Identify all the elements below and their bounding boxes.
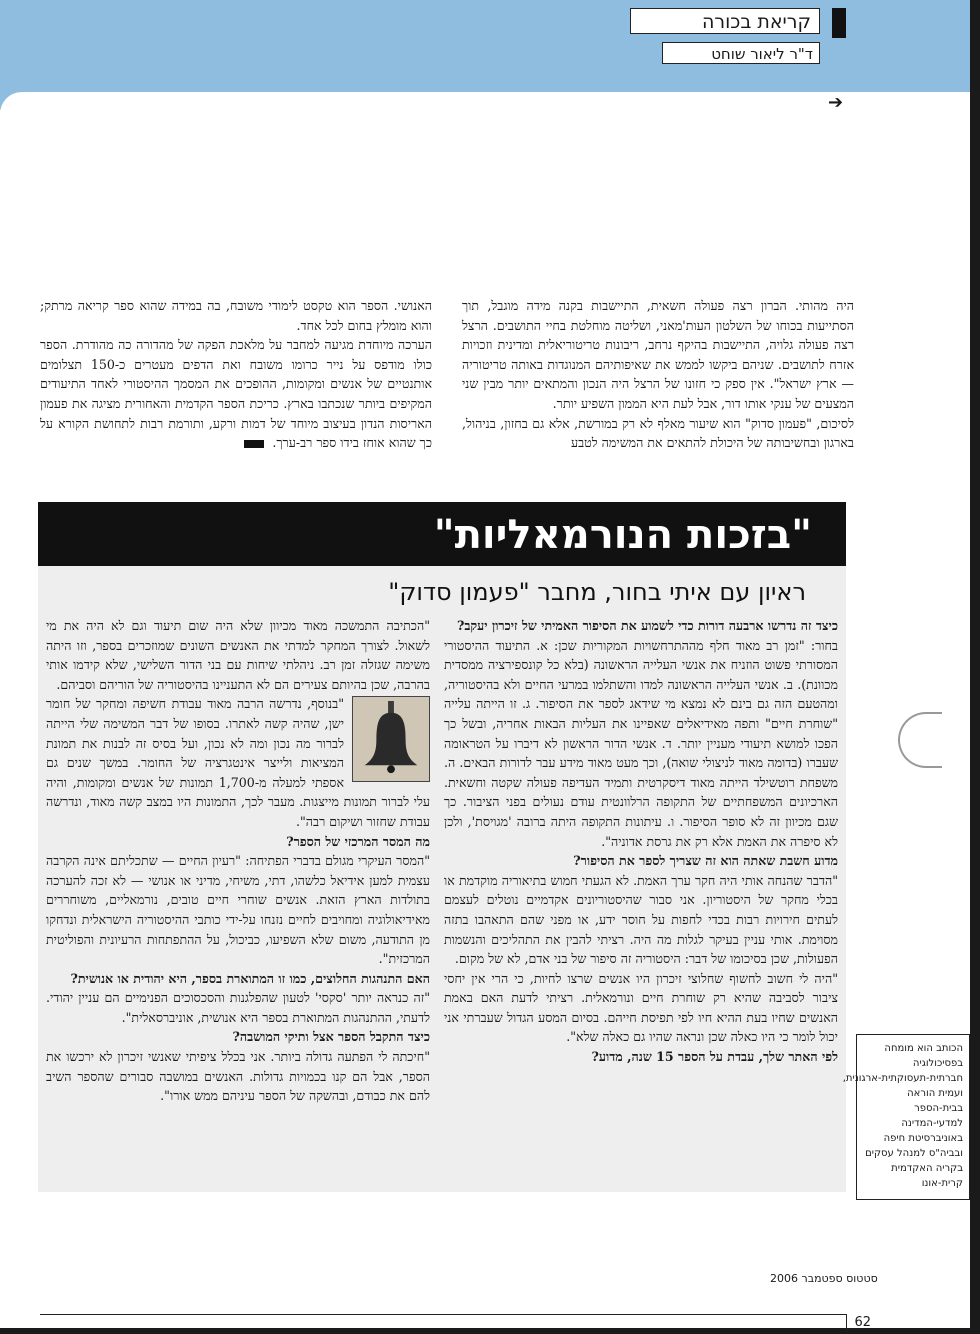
page-number: 62 <box>846 1314 871 1332</box>
interview-answer: "הדבר שהנחה אותי היה חקר ערך האמת. לא הגעתי חמוש בתיאוריה מוקדמת או בכלי מחקר של היסטוריון. אני סבור שהיסטוריונים אקדמיים נוטלים לעצמם לעתים חירויות רבות בכדי לחפות על חוסר ידע, או מפני שהם התאהבו בתזה מסוימת. אותי עניין בעיקר לגלות מה היה. רציתי להבין את התהליכים והנשמות הפעולות, שכן בסיכומו של דבר: היסטוריה זה סיפור של בני אדם, לא של מקום. <box>444 872 838 967</box>
interview-answer: "חיכתה לי הפתעה גדולה ביותר. אני בכלל ציפיתי שאנשי זיכרון לא ירכשו את הספר, אבל הם קנו בכמויות גדולות. האנשים במושבה סבורים שהספר השיב להם את כבודם, ובהשקה של הספר עיניהם ממש אורו". <box>46 1049 430 1104</box>
interview-answer: "הכתיבה התמשכה מאוד מכיוון שלא היה שום תיעוד וגם לא היה את מי לשאול. לצורך המחקר למדתי את האנשים השונים שמוזכרים בספר, וזו היתה משימה שגזלה זמן רב. ניהלתי שיחות עם בני הדור השלישי, שלא קידמו אותי בהרבה, שכן בהיותם צעירים הם לא התעניינו בהיסטוריה של הוריהם וסביהם. <box>46 618 430 692</box>
intro-column-right <box>462 296 854 484</box>
interview-column-left <box>46 616 430 1186</box>
interview-answer: "זה כנראה יותר 'סקסי' לטעון שהפלגנות והסכסוכים הפנימיים הם עניין יהודי. לדעתי, ההתנהגות המתוארת בספר היא אנושית, אוניברסאלית". <box>46 990 430 1025</box>
end-of-article-mark <box>244 440 264 448</box>
interview-answer: "המסר העיקרי מגולם בדברי הפתיחה: "רעיון החיים — שתכליתם אינה הקרבה עצמית למען אידיאל כלשהו, דתי, משיחי, מדיני או אנושי — לא זכה להערכה בתולדות הארץ הזאת. אנשים שוחרי חיים טובים, נורמאליים, משוחררים מאידיאולוגיה ומחויבים לחיים נזנחו על-ידי כותבי ההיסטוריה הישראלית ונדחקו מן התודעה, משום שלא השפיעו, כביכול, על ההתפתחות הרעיונית והפוליטית המרכזית". <box>46 853 430 967</box>
footer-publication: סטטוס ספטמבר 2006 <box>770 1272 878 1285</box>
paragraph: לסיכום, "פעמון סדוק" הוא שיעור מאלף לא רק במורשת, אלא גם בחזון, בניהול, בארגון ובחשיבותה של היכולת להתאים את המשימה לטבע <box>462 415 854 451</box>
interview-question: כיצד זה נדרשו ארבעה דורות כדי לשמוע את הסיפור האמיתי של זיכרון יעקב? <box>456 618 838 633</box>
author-bio: הכותב הוא מומחה בפסיכולוגיה חברתית-תעסוקתית-ארגונית, ועמית הוראה בבית-הספר למדעי-המדינה באוניברסיטת חיפה ובביה"ס למנהל עסקים בקריה האקדמית קרית-אונו <box>856 1034 970 1200</box>
interview-question: כיצד התקבל הספר אצל ותיקי המושבה? <box>232 1029 430 1045</box>
scan-edge-right <box>970 0 980 1334</box>
interview-title: "בזכות הנורמאליות" <box>433 512 812 558</box>
interview-answer: בחור: "זמן רב מאוד חלף מההתרחשויות המקוריות שכן: א. התיעוד ההיסטורי המסורתי פשוט הוזניח את אנשי העלייה הראשונה (בלא כל קונספירציה ממסדית מכוונת). ב. אנשי העלייה הראשונה למדו והשתלמו במרעי החיים ולא בהיסטוריה, ומהטעם הזה גם בינם לא נמצא מי שידאג לספר את הסיפור. ג. זו הייתה עלייה "שוחרת חיים" ותפה מאידיאלים שאפיינו את העליות הבאות אחריה, ובשל כך הפכו למושא תיעודי מעניין יותר. ד. אנשי הדור הראשון לא דיברו על הטראומה שעברו (בדומה מאוד לניצולי שואה), וכך מעט מאוד מידע עבר לדורות הבאים. ה. משפחת רוטשילד הייתה מאוד דיסקרטית ותמיד העדיפה פעולה שקטה וחשאית. הארכיונים המשפחתיים של התקופה הרלוונטית עודם נעולים בפני הציבור. כך שגם מכיוון זה לא סופר הסיפור. ו. עיתונות התקופה היתה ברובה 'מגויסת', ולכן לא סיפרה את האמת אלא רק את גרסת אדוניה". <box>444 637 838 849</box>
interview-answer: "בנוסף, נדרשה הרבה מאוד עבודת חשיפה ומחקר של חומר ישן, שהיה קשה לאתרו. בסופו של דבר המשימה שלי הייתה לברור מה נכון ומה לא נכון, ועל בסיס זה לבנות את תמונת המציאות ולייצר אינטגרציה של החומר. במשך שנים גם אספתי למעלה מ-1,700 תמונות של אנשים ומקומות, והיה עלי לברור תמונות מייצגות. מעבר לכך, התמונות היו במצב קשה מאוד, ונדרשה עבודת שחזור ושיקום רבה". <box>46 696 430 829</box>
interview-column-right <box>444 616 838 1186</box>
section-title: קריאת בכורה <box>630 8 820 34</box>
interview-question: מדוע חשבת שאתה הוא זה שצריך לספר את הסיפור? <box>573 853 838 869</box>
section-marker <box>832 8 846 38</box>
interview-question: מה המסר המרכזי של הספר? <box>286 833 430 849</box>
paragraph: האנושי. הספר הוא טקסט לימודי משובח, בה במידה שהוא ספר קריאה מרתק; והוא מומלץ בחום לכל אחד. <box>40 298 432 333</box>
scan-edge-bottom <box>0 1328 980 1334</box>
paragraph <box>40 335 432 453</box>
arrow-right-icon: ➔ <box>828 92 844 113</box>
paragraph-text: הערכה מיוחדת מגיעה למחבר על מלאכת הפקה של מהדורה כה מהודרת. הספר כולו מודפס על נייר כרומו משובח ואת הדפים מעטרים כ-150 תצלומים אותנטיים של אנשים ומקומות, ההופכים את המסמך ההיסטורי לאחד התיעודים המקיפים ביותר שנכתבו בארץ. כריכת הספר הקדמית והאחורית מציגה את פעמון האריסות הנדון בעיצוב מיוחד של דמות ורקע, ותורמת רבות לתחושת הקורא על כך שהוא אוחז בידו ספר רב-ערך. <box>40 337 432 451</box>
interview-question: לפי האתר שלך, עבדת על הספר 15 שנה, מדוע? <box>591 1049 838 1065</box>
section-header <box>628 8 820 63</box>
intro-column-left <box>40 296 432 478</box>
footer-rule <box>40 1314 846 1315</box>
section-author: ד"ר ליאור שוחט <box>662 42 820 64</box>
bell-photo <box>352 696 430 782</box>
paragraph: היה מהותי. הברון רצה פעולה חשאית, התיישבות בקנה מידה מוגבל, תוך הסתייעות בכוחו של השלטון העות'מאני, ושליטה מוחלטת בחיי התושבים. הרצל רצה פעולה גלויה, התיישבות בהיקף נרחב, ריבונות טריטוריאלית ומדינית וזכויות אזרח לתושבים. שניהם ביקשו לממש את שאיפותיהם המנוגדות באותה טריטוריה — ארץ ישראל". אין ספק כי חזונו של הרצל היה הנכון והמתאים יותר מבין שני המצעים של ענקי אותו דור, אבל לעת היא הממון השפיע יותר. <box>462 298 854 411</box>
interview-answer: "היה לי חשוב לחשוף שחלוצי זיכרון היו אנשים שרצו לחיות, כי הרי אין יחסי ציבור לסביבה שהיא רק שוחרת חיים ונורמאלית. רציתי לדעת האם באמת האנשים שחיו בעת ההיא חיו לפי תפיסת חייהם. בסיום המסע הגדול שעברתי אני יכול לומר כי היו כאלה שכן ונראה שהיו גם כאלה שלא". <box>444 970 838 1045</box>
interview-subtitle: ראיון עם איתי בחור, מחבר "פעמון סדוק" <box>388 578 806 606</box>
interview-question: האם התנהגות החלוצים, כמו זו המתוארת בספר, היא יהודית או אנושית? <box>70 970 430 986</box>
interview-title-bar <box>38 502 846 566</box>
interview-box <box>38 566 846 1192</box>
bell-icon <box>353 697 429 781</box>
